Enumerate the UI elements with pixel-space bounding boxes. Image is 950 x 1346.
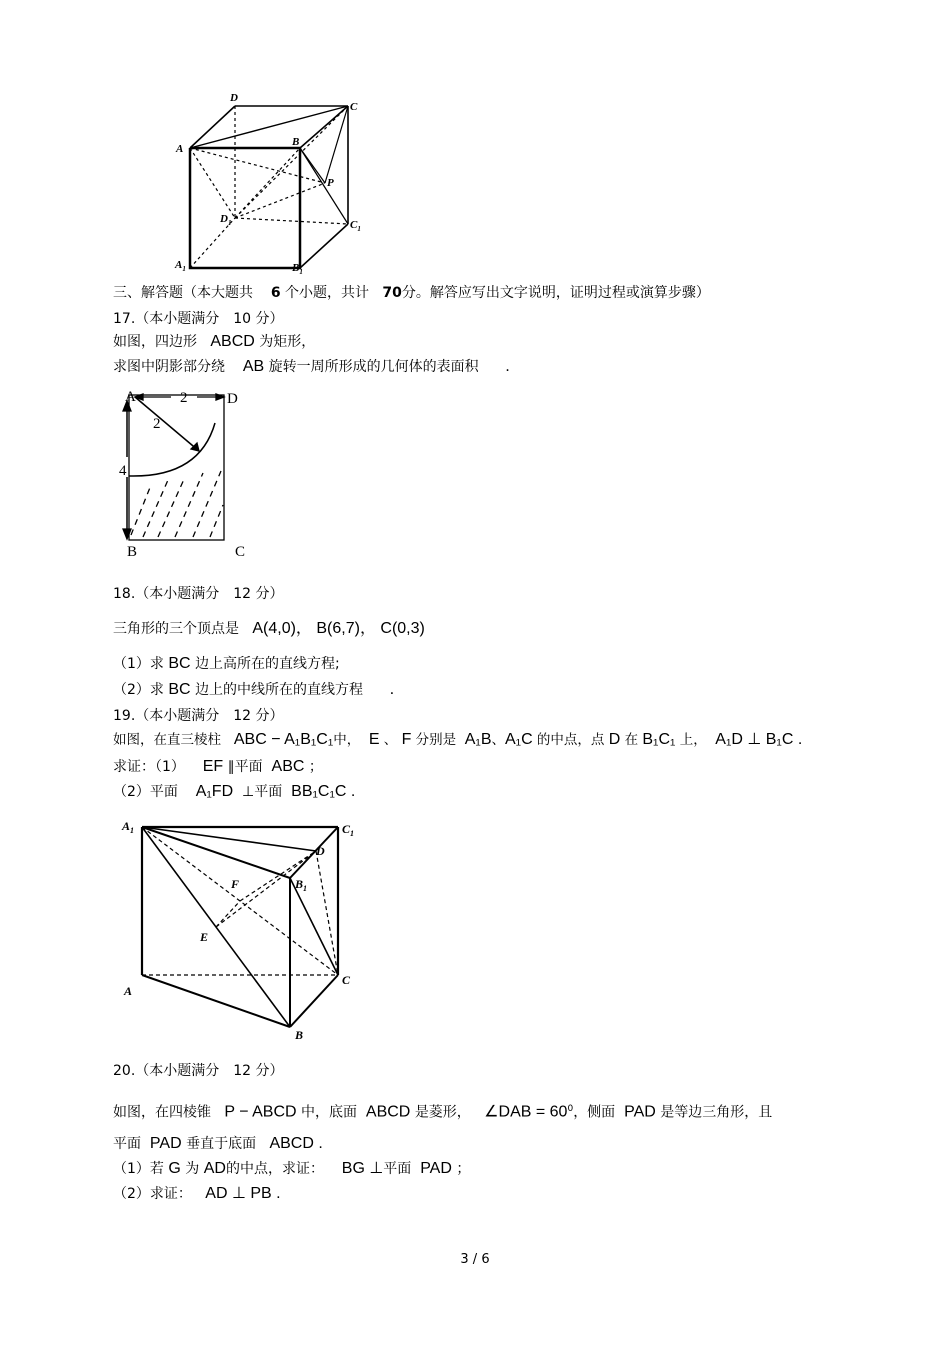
cube-label-A1: $A_1$ [175, 259, 186, 273]
cube-label-A: A [176, 143, 184, 155]
prism-label-A1: $A_1$ [122, 819, 135, 835]
prism-label-A: A [124, 984, 133, 998]
rect-label-4: 4 [119, 463, 127, 479]
arc [129, 423, 215, 476]
cube-label-P: P [327, 177, 334, 189]
cube-figure [170, 88, 370, 288]
cube-label-B1: $B_1$ [292, 262, 303, 276]
prism-edge-AB [142, 975, 290, 1027]
q18-line1: 三角形的三个顶点是 A(4,0)， B(6,7)， C(0,3) [113, 620, 425, 637]
prism-edge-A1B1 [142, 827, 290, 878]
rect-ABCD [129, 395, 224, 540]
q19-line2: 求证：（1） EF ∥平面 ABC ； [113, 758, 323, 775]
q20-heading: 20.（本小题满分 12 分） [113, 1063, 284, 1079]
shaded-hatch [131, 471, 223, 537]
rect-label-top-2: 2 [180, 390, 188, 406]
q18-heading: 18.（本小题满分 12 分） [113, 586, 284, 602]
prism-label-C1: $C_1$ [342, 822, 355, 838]
rect-label-radius-2: 2 [153, 416, 161, 432]
q17-line2: 求图中阴影部分绕 AB 旋转一周所形成的几何体的表面积 ． [113, 358, 520, 375]
radius-line [135, 397, 199, 451]
q18-line3: （2）求 BC 边上的中线所在的直线方程 ． [113, 681, 404, 698]
prism-hidden-EF [216, 901, 240, 927]
prism-hidden-FD [240, 851, 316, 901]
q17-heading: 17.（本小题满分 10 分） [113, 311, 284, 327]
page-number: 3 / 6 [460, 1252, 490, 1267]
rect-label-A: A [125, 389, 136, 405]
q19-heading: 19.（本小题满分 12 分） [113, 708, 284, 724]
prism-label-D: D [316, 844, 325, 858]
q20-line4: （2）求证： AD ⊥ PB . [113, 1185, 281, 1202]
cube-hidden-D1C1 [235, 218, 348, 224]
prism-edge-BC [290, 975, 338, 1027]
prism-hidden-DC [316, 851, 338, 975]
q18-line2: （1）求 BC 边上高所在的直线方程; [113, 655, 340, 672]
cube-hidden-D1P [235, 183, 325, 218]
prism-line-B1C [290, 878, 338, 975]
q20-line3: （1）若 G 为 AD的中点，求证： BG ⊥平面 PAD ； [113, 1160, 471, 1177]
q20-line1: 如图，在四棱锥 P − ABCD 中，底面 ABCD 是菱形， ∠DAB = $60^0$，侧面 PAD 是等边三角形，且 [113, 1103, 773, 1121]
cube-hidden-D1B [235, 148, 300, 218]
cube-label-C: C [350, 101, 358, 113]
cube-line-BC1 [300, 148, 348, 224]
prism-label-F: F [231, 877, 240, 891]
prism-label-E: E [200, 930, 209, 944]
q20-line2: 平面 PAD 垂直于底面 ABCD . [113, 1135, 323, 1152]
cube-label-B: B [292, 136, 300, 148]
rect-label-B: B [127, 544, 138, 560]
cube-label-D: D [230, 92, 238, 104]
cube-line-BP [300, 148, 325, 183]
cube-label-C1: $C_1$ [350, 219, 361, 233]
prism-label-B1: $B_1$ [295, 877, 308, 893]
rect-label-D: D [227, 391, 238, 407]
prism-label-B: B [295, 1028, 304, 1042]
q19-line1: 如图，在直三棱柱 ABC − A₁B₁C₁中， E 、 F 分别是 A₁B、A₁C 的中点，点 D 在 B₁C₁ 上， A₁D ⊥ B₁C . [113, 731, 803, 748]
q17-line1: 如图，四边形 ABCD 为矩形， [113, 333, 316, 350]
prism-figure [118, 815, 368, 1040]
cube-label-D1: $D_1$ [220, 213, 232, 227]
prism-line-A1D [142, 827, 316, 851]
prism-edge-B1C1 [290, 827, 338, 878]
cube-hidden-AP [190, 148, 325, 183]
rect-label-C: C [235, 544, 246, 560]
cube-hidden-AD1 [190, 148, 235, 218]
q19-line3: （2）平面 A₁FD ⊥平面 BB₁C₁C . [113, 783, 356, 800]
rectangle-figure [113, 385, 253, 560]
section3-heading: 三、解答题（本大题共 6 个小题，共计 70分。解答应写出文字说明，证明过程或演算步骤） [113, 285, 710, 301]
radius-arrowhead [191, 443, 199, 451]
cube-edge-B1C1 [300, 224, 348, 268]
prism-label-C: C [342, 973, 351, 987]
cube-line-CP [325, 106, 348, 183]
